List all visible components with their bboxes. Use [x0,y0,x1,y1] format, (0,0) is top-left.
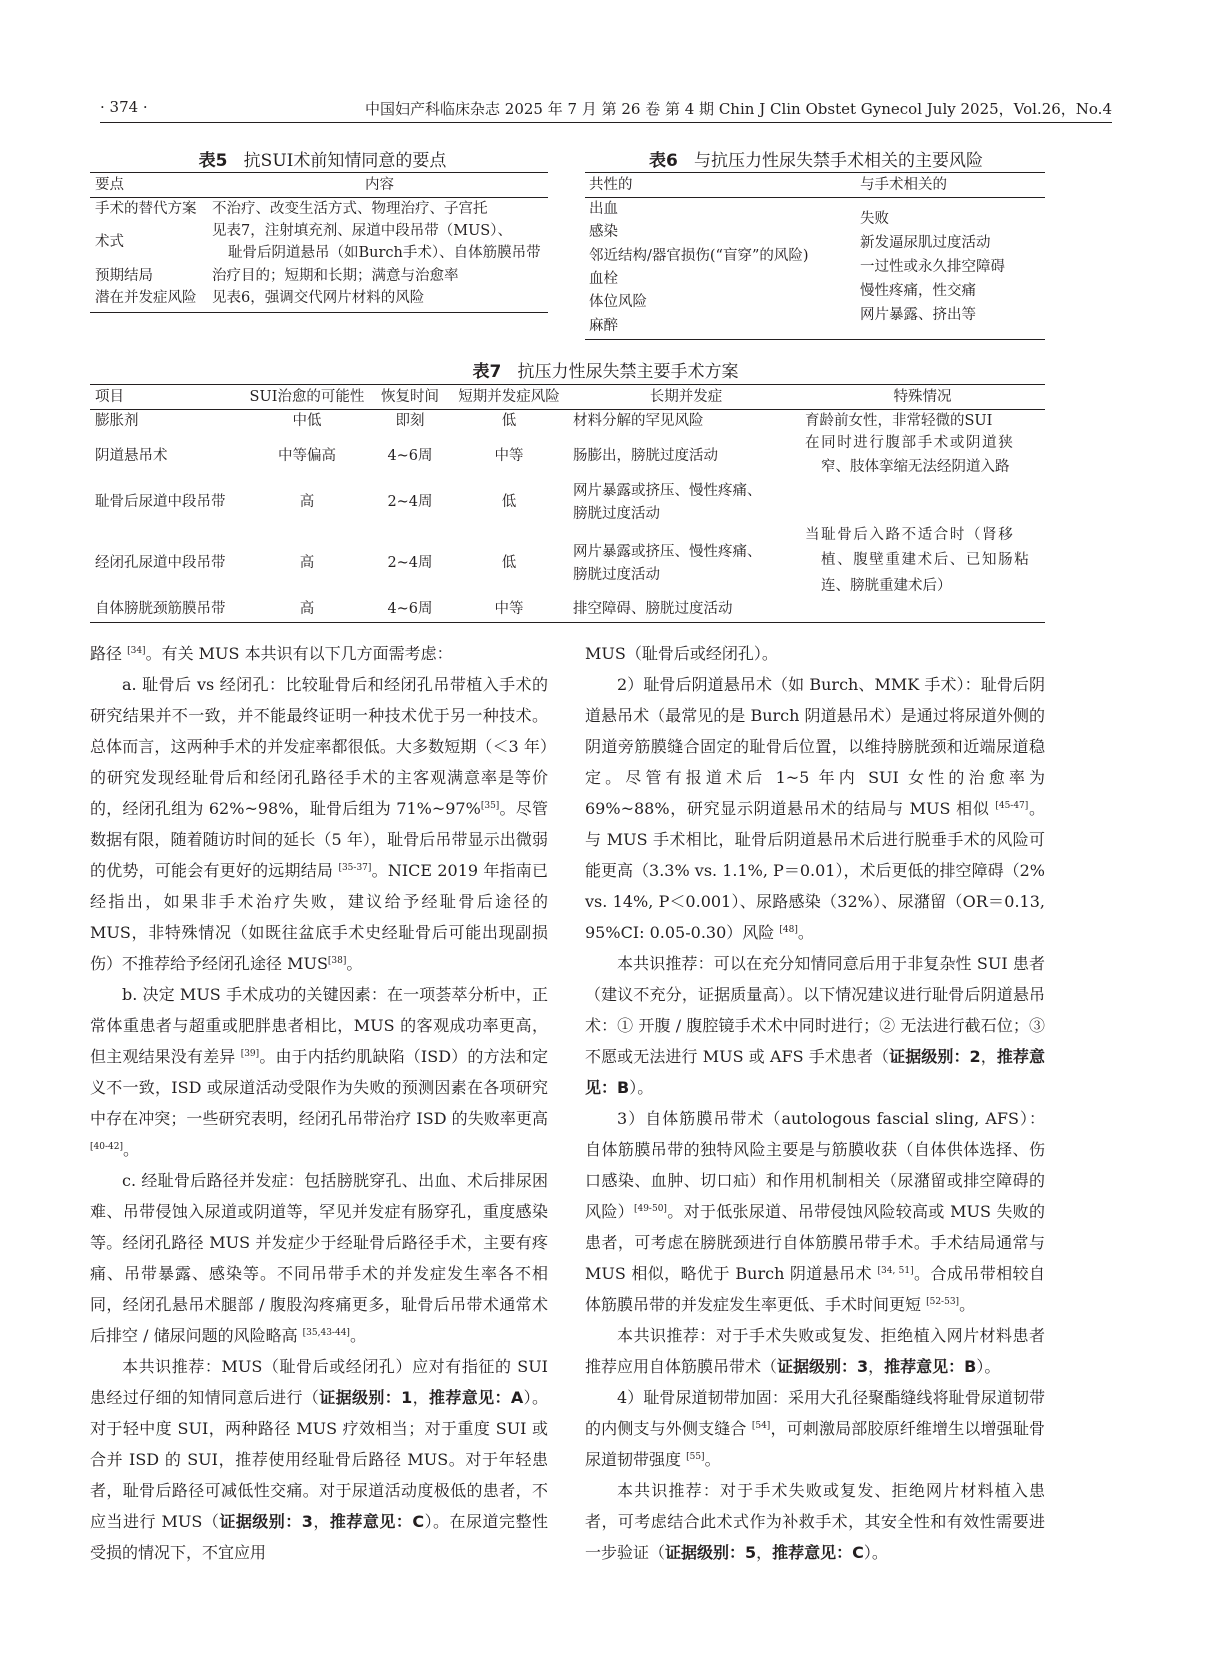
body-paragraph-right-2: 2）耻骨后阴道悬吊术（如 Burch、MMK 手术）：耻骨后阴道悬吊术（最常见的是 Burch 阴道悬吊术）是通过将尿道外侧的阴道旁筋膜缝合固定的耻骨后位置，以维持膀胱颈和近端尿道稳定。尽管有报道术后 1~5 年内 SUI 女性的治愈率为 69%~88%，研究显示阴道悬吊术的结局与 MUS 相似 [45-47]。与 MUS 手术相比，耻骨后阴道悬吊术后进行脱垂手术的风险可能更高（3.3% vs. 1.1%, P＝0.01），术后更低的排空障碍（2% vs. 14%, P＜0.001）、尿路感染（32%）、尿潴留（OR＝0.13, 95%CI: 0.05-0.30）风险 [48]。 [585,675,1045,942]
table7-header-short-risk: 短期并发症风险 [458,389,560,405]
table6-surgical-1: 失败 [860,211,889,227]
table7-header-special: 特殊情况 [893,389,952,405]
table7-row5-item: 自体膀胱颈筋膜吊带 [95,601,226,617]
body-paragraph-left-1: 路径 [34]。有关 MUS 本共识有以下几方面需考虑： [90,644,453,663]
table7-row4-special-line2: 植、腹壁重建术后、已知肠粘 [821,552,1031,568]
table6-header-common: 共性的 [589,177,633,193]
table7-row3-recovery: 2~4周 [387,494,433,510]
table7-row1-recovery: 即刻 [395,413,425,429]
table7-row2-long: 肠膨出，膀胱过度活动 [573,448,718,464]
table7-title: 抗压力性尿失禁主要手术方案 [517,362,739,382]
table7-row1-short-risk: 低 [501,413,517,429]
table5-row1-value: 不治疗、改变生活方式、物理治疗、子宫托 [212,201,488,217]
running-header [100,96,1112,123]
table5-row4-key: 潜在并发症风险 [95,290,197,306]
table7-row3-cure: 高 [299,494,315,510]
table7-row1-item: 膨胀剂 [95,413,139,429]
table6-surgical-4: 慢性疼痛，性交痛 [860,283,976,299]
table7-row4-recovery: 2~4周 [387,555,433,571]
table5-row3-key: 预期结局 [95,268,153,284]
body-paragraph-right-5: 本共识推荐：对于手术失败或复发、拒绝植入网片材料患者推荐应用自体筋膜吊带术（证据级别：3，推荐意见：B）。 [585,1326,1045,1376]
table6-header-surgical: 与手术相关的 [860,177,947,193]
table5-row2-value-line1: 见表7，注射填充剂、尿道中段吊带（MUS）、 [212,223,512,239]
table6-surgical-3: 一过性或永久排空障碍 [860,259,1005,275]
table6-common-5: 体位风险 [589,294,647,310]
table6-top-rule [585,172,1045,173]
table7-row2-cure: 中等偏高 [278,448,336,464]
table5-bottom-rule [90,312,548,313]
table5-row2-key: 术式 [95,234,124,250]
table5-header-key: 要点 [95,177,124,193]
table7-row3-long-line1: 网片暴露或挤压、慢性疼痛、 [573,483,762,499]
body-column-left [90,638,548,1568]
table7-row2-recovery: 4~6周 [387,448,433,464]
table6-bottom-rule [585,339,1045,340]
table6-surgical-5: 网片暴露、挤出等 [860,307,976,323]
table7-header-item: 项目 [95,389,124,405]
body-paragraph-right-7: 本共识推荐：对于手术失败或复发、拒绝网片材料植入患者，可考虑结合此术式作为补救手术，其安全性和有效性需要进一步验证（证据级别：5，推荐意见：C）。 [585,1481,1045,1562]
table6-surgical-2: 新发逼尿肌过度活动 [860,235,991,251]
table7-row4-special-line1: 当耻骨后入路不适合时（肾移 [805,527,1015,543]
table7-row5-recovery: 4~6周 [387,601,433,617]
table7-bottom-rule [90,622,1045,623]
body-paragraph-left-2: a. 耻骨后 vs 经闭孔：比较耻骨后和经闭孔吊带植入手术的研究结果并不一致，并不能最终证明一种技术优于另一种技术。总体而言，这两种手术的并发症率都很低。大多数短期（＜3 年）的研究发现经耻骨后和经闭孔路径手术的主客观满意率是等价的，经闭孔组为 62%~98%，耻骨后组为 71%~97%[35]。尽管数据有限，随着随访时间的延长（5 年），耻骨后吊带显示出微弱的优势，可能会有更好的远期结局 [35-37]。NICE 2019 年指南已经指出，如果非手术治疗失败，建议给予经耻骨后途径的 MUS，非特殊情况（如既往盆底手术史经耻骨后可能出现副损伤）不推荐给予经闭孔途径 MUS[38]。 [90,675,548,973]
body-paragraph-left-4: c. 经耻骨后路径并发症：包括膀胱穿孔、出血、术后排尿困难、吊带侵蚀入尿道或阴道等，罕见并发症有肠穿孔，重度感染等。经闭孔路径 MUS 并发症少于经耻骨后路径手术，主要有疼痛、吊带暴露、感染等。不同吊带手术的并发症发生率各不相同，经闭孔悬吊术腿部 / 腹股沟疼痛更多，耻骨后吊带术通常术后排空 / 储尿问题的风险略高 [35,43-44]。 [90,1171,548,1345]
table7-row5-cure: 高 [299,601,315,617]
table7-row5-short-risk: 中等 [494,601,524,617]
table5-caption [100,146,545,171]
table5-header-value: 内容 [365,177,394,193]
table7-row3-short-risk: 低 [501,494,517,510]
table7-row2-special-line1: 在同时进行腹部手术或阴道狭 [805,435,1015,451]
table7-header-cure: SUI治愈的可能性 [249,389,365,405]
body-paragraph-right-6: 4）耻骨尿道韧带加固：采用大孔径聚酯缝线将耻骨尿道韧带的内侧支与外侧支缝合 [54]，可刺激局部胶原纤维增生以增强耻骨尿道韧带强度 [55]。 [585,1388,1045,1469]
table7-row5-long: 排空障碍、膀胱过度活动 [573,601,733,617]
table7-row3-long-line2: 膀胱过度活动 [573,506,660,522]
table7-row3-item: 耻骨后尿道中段吊带 [95,494,226,510]
table7-label: 表7 [472,362,502,382]
table5-row3-value: 治疗目的；短期和长期；满意与治愈率 [212,268,459,284]
table5-label: 表5 [198,151,228,171]
table7-row4-short-risk: 低 [501,555,517,571]
page-number: · 374 · [100,98,148,116]
table7-row4-long-line2: 膀胱过度活动 [573,567,660,583]
table7-row1-special: 育龄前女性，非常轻微的SUI [805,413,993,429]
table6-common-3: 邻近结构/器官损伤(“盲穿”的风险) [589,248,809,264]
table7-row2-item: 阴道悬吊术 [95,448,168,464]
table7-row2-special-line2: 窄、肢体挛缩无法经阴道入路 [821,459,1010,475]
body-paragraph-right-3: 本共识推荐：可以在充分知情同意后用于非复杂性 SUI 患者（建议不充分，证据质量高）。以下情况建议进行耻骨后阴道悬吊术：① 开腹 / 腹腔镜手术术中同时进行；② 无法进行截石位；③ 不愿或无法进行 MUS 或 AFS 手术患者（证据级别：2，推荐意见：B）。 [585,954,1045,1097]
table6-common-6: 麻醉 [589,318,618,334]
table7-header-recovery: 恢复时间 [381,389,439,405]
table6-title: 与抗压力性尿失禁手术相关的主要风险 [694,151,984,171]
table6-common-1: 出血 [589,201,618,217]
table7-header-long: 长期并发症 [649,389,723,405]
table6-common-4: 血栓 [589,271,618,287]
table7-row4-cure: 高 [299,555,315,571]
table6-label: 表6 [648,151,678,171]
body-column-right [585,638,1045,1568]
table7-top-rule [90,384,1045,385]
table6-header-rule [585,197,1045,198]
table7-row2-short-risk: 中等 [494,448,524,464]
table6-caption [585,146,1047,171]
table7-row4-special-line3: 连、膀胱重建术后） [821,578,952,594]
table5-row4-value: 见表6，强调交代网片材料的风险 [212,290,425,306]
table5-top-rule [90,172,548,173]
body-paragraph-left-3: b. 决定 MUS 手术成功的关键因素：在一项荟萃分析中，正常体重患者与超重或肥胖患者相比，MUS 的客观成功率更高，但主观结果没有差异 [39]。由于内括约肌缺陷（ISD）的方法和定义不一致，ISD 或尿道活动受限作为失败的预测因素在各项研究中存在冲突；一些研究表明，经闭孔吊带治疗 ISD 的失败率更高 [40-42]。 [90,985,548,1159]
table7-row1-long: 材料分解的罕见风险 [573,413,704,429]
body-paragraph-right-4: 3）自体筋膜吊带术（autologous fascial sling, AFS）：自体筋膜吊带的独特风险主要是与筋膜收获（自体供体选择、伤口感染、血肿、切口疝）和作用机制相关（尿潴留或排空障碍的风险）[49-50]。对于低张尿道、吊带侵蚀风险较高或 MUS 失败的患者，可考虑在膀胱颈进行自体筋膜吊带手术。手术结局通常与 MUS 相似，略优于 Burch 阴道悬吊术 [34, 51]。合成吊带相较自体筋膜吊带的并发症发生率更低、手术时间更短 [52-53]。 [585,1109,1045,1314]
journal-citation: 中国妇产科临床杂志 2025 年 7 月 第 26 卷 第 4 期 Chin J Clin Obstet Gynecol July 2025，Vol.26，No.4 [365,100,1112,118]
table7-row1-cure: 中低 [292,413,322,429]
table7-row4-long-line1: 网片暴露或挤压、慢性疼痛、 [573,544,762,560]
body-paragraph-left-5: 本共识推荐：MUS（耻骨后或经闭孔）应对有指征的 SUI 患经过仔细的知情同意后进行（证据级别：1，推荐意见：A）。对于轻中度 SUI，两种路径 MUS 疗效相当；对于重度 SUI 或合并 ISD 的 SUI，推荐使用经耻骨后路径 MUS。对于年轻患者，耻骨后路径可减低性交痛。对于尿道活动度极低的患者，不应当进行 MUS（证据级别：3，推荐意见：C）。在尿道完整性受损的情况下，不宜应用 [90,1357,548,1562]
table5-row2-value-line2: 耻骨后阴道悬吊（如Burch手术）、自体筋膜吊带 [228,245,541,261]
table5-row1-key: 手术的替代方案 [95,201,197,217]
table6-common-2: 感染 [589,224,618,240]
body-paragraph-right-1: MUS（耻骨后或经闭孔）。 [585,644,778,663]
table5-title: 抗SUI术前知情同意的要点 [243,151,447,171]
table7-caption [300,357,911,382]
table7-row4-item: 经闭孔尿道中段吊带 [95,555,226,571]
